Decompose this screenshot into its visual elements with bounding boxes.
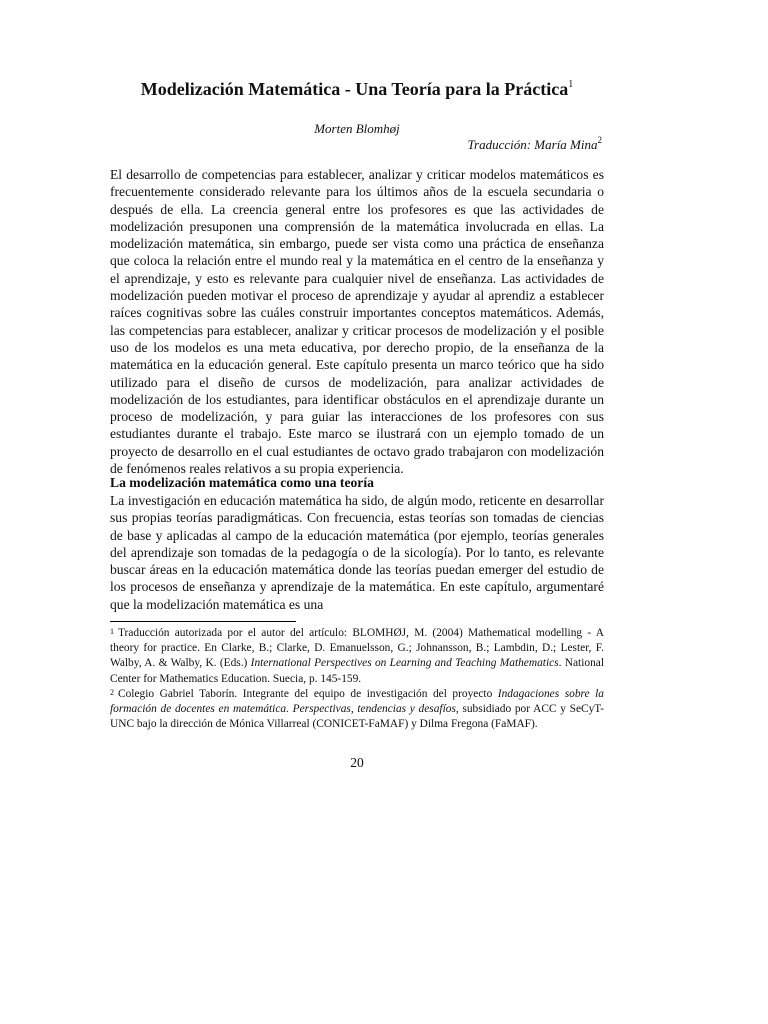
author-name: Morten Blomhøj	[314, 121, 400, 136]
translator-footnote-mark: 2	[597, 135, 602, 145]
footnote-mark: 2	[110, 687, 114, 697]
paper-title-text: Modelización Matemática - Una Teoría para la Práctica	[140, 79, 569, 99]
footnote-text: Traducción autorizada por el autor del artículo: BLOMHØJ, M. (2004) Mathematical modelling - A theory for practice. En Clarke, B.; Clarke, D. Emanuelsson, G.; Johnansson, B.; Lambdin, D.; Lester, F. Walby, A. & Walby, K. (Eds.)	[110, 627, 604, 670]
footnote-2	[110, 687, 604, 733]
footnotes	[110, 626, 604, 732]
footnote-italic-title: Indagaciones sobre la formación de docentes en matemática. Perspectivas, tendencias y desafíos	[110, 687, 604, 716]
abstract-paragraph: El desarrollo de competencias para establecer, analizar y criticar modelos matemáticos es frecuentemente considerado relevante para los últimos años de la escuela secundaria o después de ella. La creencia general entre los profesores es que las actividades de modelización presuponen una comprensión de la matemática involucrada en ellas. La modelización matemática, sin embargo, puede ser vista como una práctica de enseñanza que coloca la relación entre el mundo real y la matemática en el centro de la enseñanza y el aprendizaje, y esto es relevante para cualquier nivel de enseñanza. Las actividades de modelización pueden motivar el proceso de aprendizaje y ayudar al aprendiz a establecer raíces cognitivas sobre las cuáles construir importantes conceptos matemáticos. Además, las competencias para establecer, analizar y criticar procesos de modelización y el posible uso de los modelos es una meta educativa, por derecho propio, de la enseñanza de la matemática en la educación general. Este capítulo presenta un marco teórico que ha sido utilizado para el diseño de cursos de modelización, para analizar actividades de modelización de los estudiantes, para identificar obstáculos en el aprendizaje durante un proceso de modelización, y para guiar las interacciones de los profesores con sus estudiantes durante el trabajo. Este marco se ilustrará con un ejemplo tomado de un proyecto de desarrollo en el cual estudiantes de octavo grado trabajaron con modelización de fenómenos reales relativos a su propia experiencia.	[110, 167, 604, 477]
footnote-divider	[110, 621, 296, 622]
paper-title	[110, 78, 604, 100]
footnote-text: Colegio Gabriel Taborín. Integrante del equipo de investigación del proyecto	[118, 687, 498, 700]
section-body-paragraph: La investigación en educación matemática ha sido, de algún modo, reticente en desarrollar sus propias teorías paradigmáticas. Con frecuencia, estas teorías son tomadas de ciencias de base y aplicadas al campo de la educación matemática (por ejemplo, teorías generales del aprendizaje son tomadas de la pedagogía o de la sicología). Por lo tanto, es relevante buscar áreas en la educación matemática donde las teorías puedan emerger del estudio de los procesos de enseñanza y aprendizaje de la matemática. En este capítulo, argumentaré que la modelización matemática es una	[110, 493, 604, 612]
footnote-1	[110, 626, 604, 687]
translator-credit	[468, 137, 603, 153]
page-number: 20	[350, 755, 364, 770]
translator-text: Traducción: María Mina	[467, 137, 598, 152]
section-heading: La modelización matemática como una teoría	[110, 475, 374, 490]
footnote-italic-title: International Perspectives on Learning and Teaching Mathematics	[250, 657, 559, 670]
footnote-text: . National Center for Mathematics Education. Suecia, p. 145-159.	[110, 657, 604, 685]
footnote-mark: 1	[110, 627, 114, 636]
footnote-text: , subsidiado por ACC y SeCyT-UNC bajo la dirección de Mónica Villarreal (CONICET-FaMAF) y Dilma Fregona (FaMAF).	[110, 703, 604, 731]
title-footnote-mark: 1	[568, 79, 574, 90]
